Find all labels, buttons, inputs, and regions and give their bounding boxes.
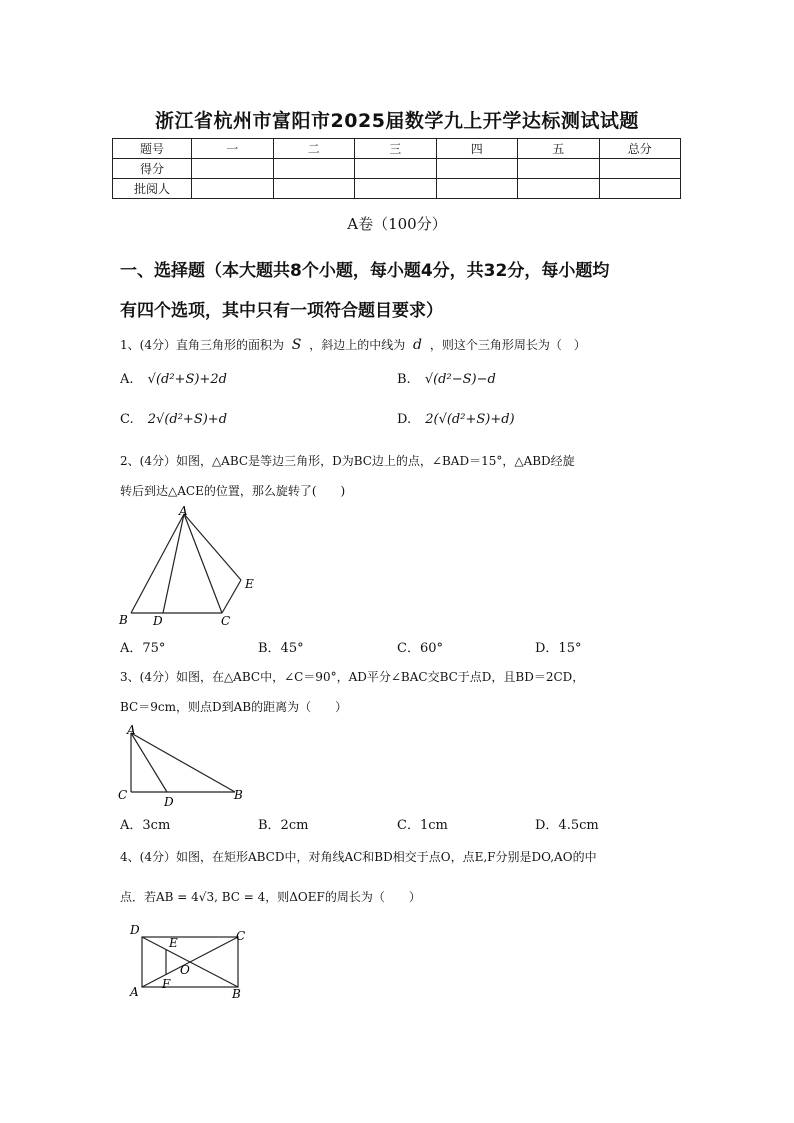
q2-option-b: B．45° xyxy=(258,641,304,656)
question-3-line2: BC＝9cm，则点D到AB的距离为（ ） xyxy=(120,700,348,714)
q4-rectangle-figure xyxy=(120,920,260,1005)
figure-label: F xyxy=(162,977,171,991)
option-formula: √(d²−S)−d xyxy=(424,372,496,387)
question-2-line2: 转后到达△ACE的位置，那么旋转了( ) xyxy=(120,484,346,498)
question-4-line2: 点．若AB = 4√3, BC = 4，则ΔOEF的周长为（ ） xyxy=(120,890,421,904)
table-cell xyxy=(518,159,600,179)
section-subtitle: A卷（100分） xyxy=(347,215,447,233)
q2-option-c: C．60° xyxy=(397,641,443,656)
q1-option-b xyxy=(397,372,496,387)
figure-label: B xyxy=(232,987,241,1001)
table-cell xyxy=(355,159,437,179)
figure-label: A xyxy=(179,504,188,518)
table-cell xyxy=(599,179,681,199)
q2-triangle-figure xyxy=(115,503,265,628)
figure-label: D xyxy=(130,923,140,937)
q2-option-d: D．15° xyxy=(535,641,582,656)
table-row xyxy=(113,139,681,159)
option-label: A. xyxy=(120,372,134,387)
option-formula: 2(√(d²+S)+d) xyxy=(425,412,515,427)
figure-label: O xyxy=(180,963,190,977)
table-cell xyxy=(273,159,355,179)
q1-prefix: 1、(4分）直角三角形的面积为 xyxy=(120,338,284,352)
q1-variable-s: S xyxy=(291,337,302,353)
table-cell: 四 xyxy=(436,139,518,159)
table-cell xyxy=(192,159,274,179)
question-4-line1: 4、(4分）如图，在矩形ABCD中，对角线AC和BD相交于点O，点E,F分别是DO,AO的中 xyxy=(120,850,597,864)
figure-label: A xyxy=(130,985,139,999)
section-heading-line1: 一、选择题（本大题共8个小题，每小题4分，共32分，每小题均 xyxy=(120,261,610,281)
figure-label: D xyxy=(153,614,163,628)
table-cell xyxy=(192,179,274,199)
q1-option-c xyxy=(120,412,227,427)
table-row xyxy=(113,179,681,199)
figure-label: E xyxy=(169,936,178,950)
q3-option-a: A．3cm xyxy=(120,818,171,833)
page-title: 浙江省杭州市富阳市2025届数学九上开学达标测试试题 xyxy=(155,110,639,132)
table-cell: 五 xyxy=(518,139,600,159)
option-label: B. xyxy=(397,372,411,387)
question-1 xyxy=(120,336,586,353)
table-cell: 二 xyxy=(273,139,355,159)
table-cell xyxy=(599,159,681,179)
option-label: C. xyxy=(120,412,134,427)
table-cell: 批阅人 xyxy=(113,179,192,199)
option-formula: 2√(d²+S)+d xyxy=(147,412,228,427)
figure-label: B xyxy=(119,613,128,627)
figure-label: E xyxy=(245,577,254,591)
q1-suffix: ，则这个三角形周长为（ ） xyxy=(429,338,586,352)
table-cell: 一 xyxy=(192,139,274,159)
q3-option-b: B．2cm xyxy=(258,818,309,833)
q1-variable-d: d xyxy=(413,337,423,353)
question-2-line1: 2、(4分）如图，△ABC是等边三角形，D为BC边上的点，∠BAD＝15°，△ABD经旋 xyxy=(120,454,575,468)
q3-triangle-figure xyxy=(115,722,250,810)
figure-label: C xyxy=(118,788,128,802)
q3-option-c: C．1cm xyxy=(397,818,448,833)
table-cell xyxy=(273,179,355,199)
table-cell: 三 xyxy=(355,139,437,159)
q1-middle: ，斜边上的中线为 xyxy=(309,338,406,352)
score-table xyxy=(112,138,681,199)
figure-label: D xyxy=(164,795,174,809)
table-cell: 得分 xyxy=(113,159,192,179)
table-cell xyxy=(355,179,437,199)
figure-label: B xyxy=(234,788,243,802)
table-cell xyxy=(518,179,600,199)
figure-label: A xyxy=(127,723,136,737)
table-cell xyxy=(436,179,518,199)
q3-option-d: D．4.5cm xyxy=(535,818,599,833)
q1-option-a xyxy=(120,372,227,387)
figure-label: C xyxy=(221,614,231,628)
question-3-line1: 3、(4分）如图，在△ABC中，∠C＝90°，AD平分∠BAC交BC于点D，且BD＝2CD， xyxy=(120,670,585,684)
q2-option-a: A．75° xyxy=(120,641,166,656)
option-formula: √(d²+S)+2d xyxy=(147,372,227,387)
table-cell: 总分 xyxy=(599,139,681,159)
option-label: D. xyxy=(397,412,412,427)
section-heading-line2: 有四个选项，其中只有一项符合题目要求） xyxy=(120,301,443,321)
figure-label: C xyxy=(236,929,246,943)
table-row xyxy=(113,159,681,179)
q1-option-d xyxy=(397,412,515,427)
table-cell xyxy=(436,159,518,179)
table-cell: 题号 xyxy=(113,139,192,159)
